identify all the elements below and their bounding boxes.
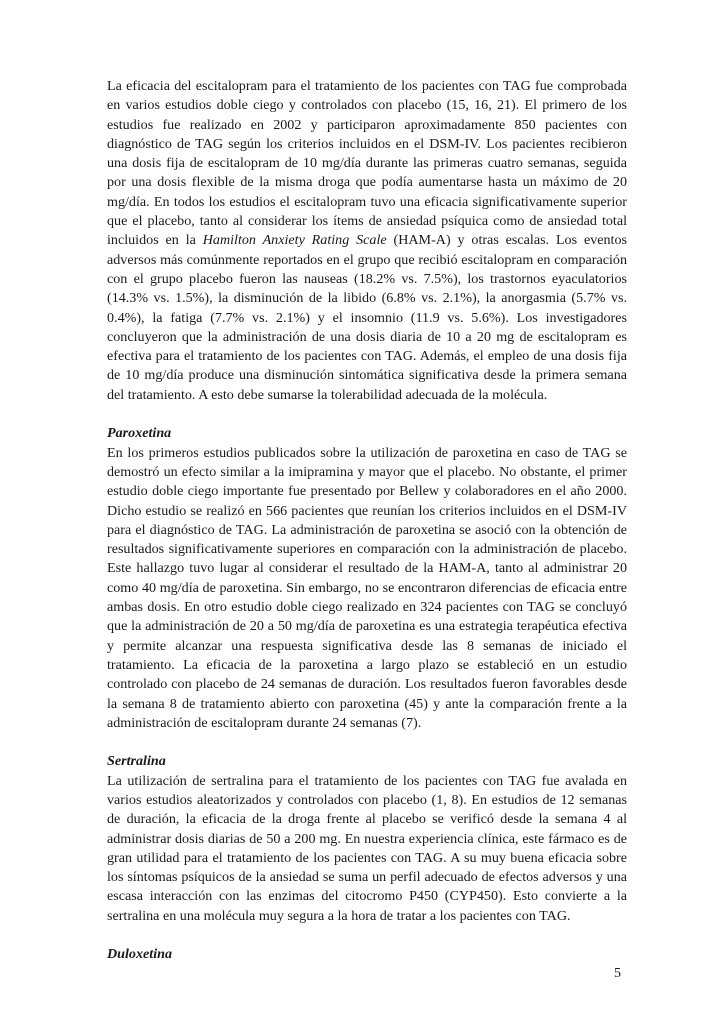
paragraph-sertralina: La utilización de sertralina para el tratamiento de los pacientes con TAG fue avalada en varios estudios aleatorizados y controlados con placebo (1, 8). En estudios de 12 semanas de duración, la eficacia de la droga frente al placebo se verificó desde la semana 4 al administrar dosis diarias de 50 a 200 mg. En nuestra experiencia clínica, este fármaco es de gran utilidad para el tratamiento de los pacientes con TAG. A su muy buena eficacia sobre los síntomas psíquicos de la ansiedad se suma un perfil adecuado de efectos adversos y una escasa interacción con las enzimas del citocromo P450 (CYP450). Esto convierte a la sertralina en una molécula muy segura a la hora de tratar a los pacientes con TAG. [107,772,627,924]
paragraph-text: La eficacia del escitalopram para el tratamiento de los pacientes con TAG fue comprobada en varios estudios doble ciego y controlados con placebo (15, 16, 21). El primero de los estudios fue realizado en 2002 y participaron aproximadamente 850 pacientes con diagnóstico de TAG según los criterios incluidos en el DSM-IV. Los pacientes recibieron una dosis fija de escitalopram de 10 mg/día durante las primeras cuatro semanas, seguida por una dosis flexible de la misma droga que podía aumentarse hasta un máximo de 20 mg/día. En todos los estudios el escitalopram tuvo una eficacia significativamente superior que el placebo, tanto al considerar los ítems de ansiedad psíquica como de ansiedad total incluidos en la [107,78,627,249]
document-page [107,77,627,965]
section-heading-paroxetina: Paroxetina [107,425,172,442]
scale-name-italic: Hamilton Anxiety Rating Scale [202,232,387,249]
section-heading-duloxetina: Duloxetina [107,946,172,963]
section-heading-sertralina: Sertralina [107,753,166,770]
paragraph-text: (HAM-A) y otras escalas. Los eventos adversos más comúnmente reportados en el grupo que recibió escitalopram en comparación con el grupo placebo fueron las nauseas (18.2% vs. 7.5%), los trastornos eyaculatorios (14.3% vs. 1.5%), la disminución de la libido (6.8% vs. 2.1%), la anorgasmia (5.7% vs. 0.4%), la fatiga (7.7% vs. 2.1%) y el insomnio (11.9 vs. 5.6%). Los investigadores concluyeron que la administración de una dosis diaria de 10 a 20 mg de escitalopram es efectiva para el tratamiento de los pacientes con TAG. Además, el empleo de una dosis fija de 10 mg/día produce una disminución sintomática significativa desde la primera semana del tratamiento. A esto debe sumarse la tolerabilidad adecuada de la molécula. [107,232,627,403]
page-number: 5 [614,965,622,981]
paragraph-escitalopram [107,77,627,405]
paragraph-paroxetina: En los primeros estudios publicados sobre la utilización de paroxetina en caso de TAG se demostró un efecto similar a la imipramina y mayor que el placebo. No obstante, el primer estudio doble ciego importante fue presentado por Bellew y colaboradores en el año 2000. Dicho estudio se realizó en 566 pacientes que reunían los criterios incluidos en el DSM-IV para el diagnóstico de TAG. La administración de paroxetina se asoció con la obtención de resultados significativamente superiores en comparación con la administración de placebo. Este hallazgo tuvo lugar al considerar el resultado de la HAM-A, tanto al administrar 20 como 40 mg/día de paroxetina. Sin embargo, no se encontraron diferencias de eficacia entre ambas dosis. En otro estudio doble ciego realizado en 324 pacientes con TAG se concluyó que la administración de 20 a 50 mg/día de paroxetina es una estrategia terapéutica efectiva y permite alcanzar una respuesta significativa desde las 8 semanas de iniciado el tratamiento. La eficacia de la paroxetina a largo plazo se estableció en un estudio controlado con placebo de 24 semanas de duración. Los resultados fueron favorables desde la semana 8 de tratamiento abierto con paroxetina (45) y ante la comparación frente a la administración de escitalopram durante 24 semanas (7). [107,444,627,731]
